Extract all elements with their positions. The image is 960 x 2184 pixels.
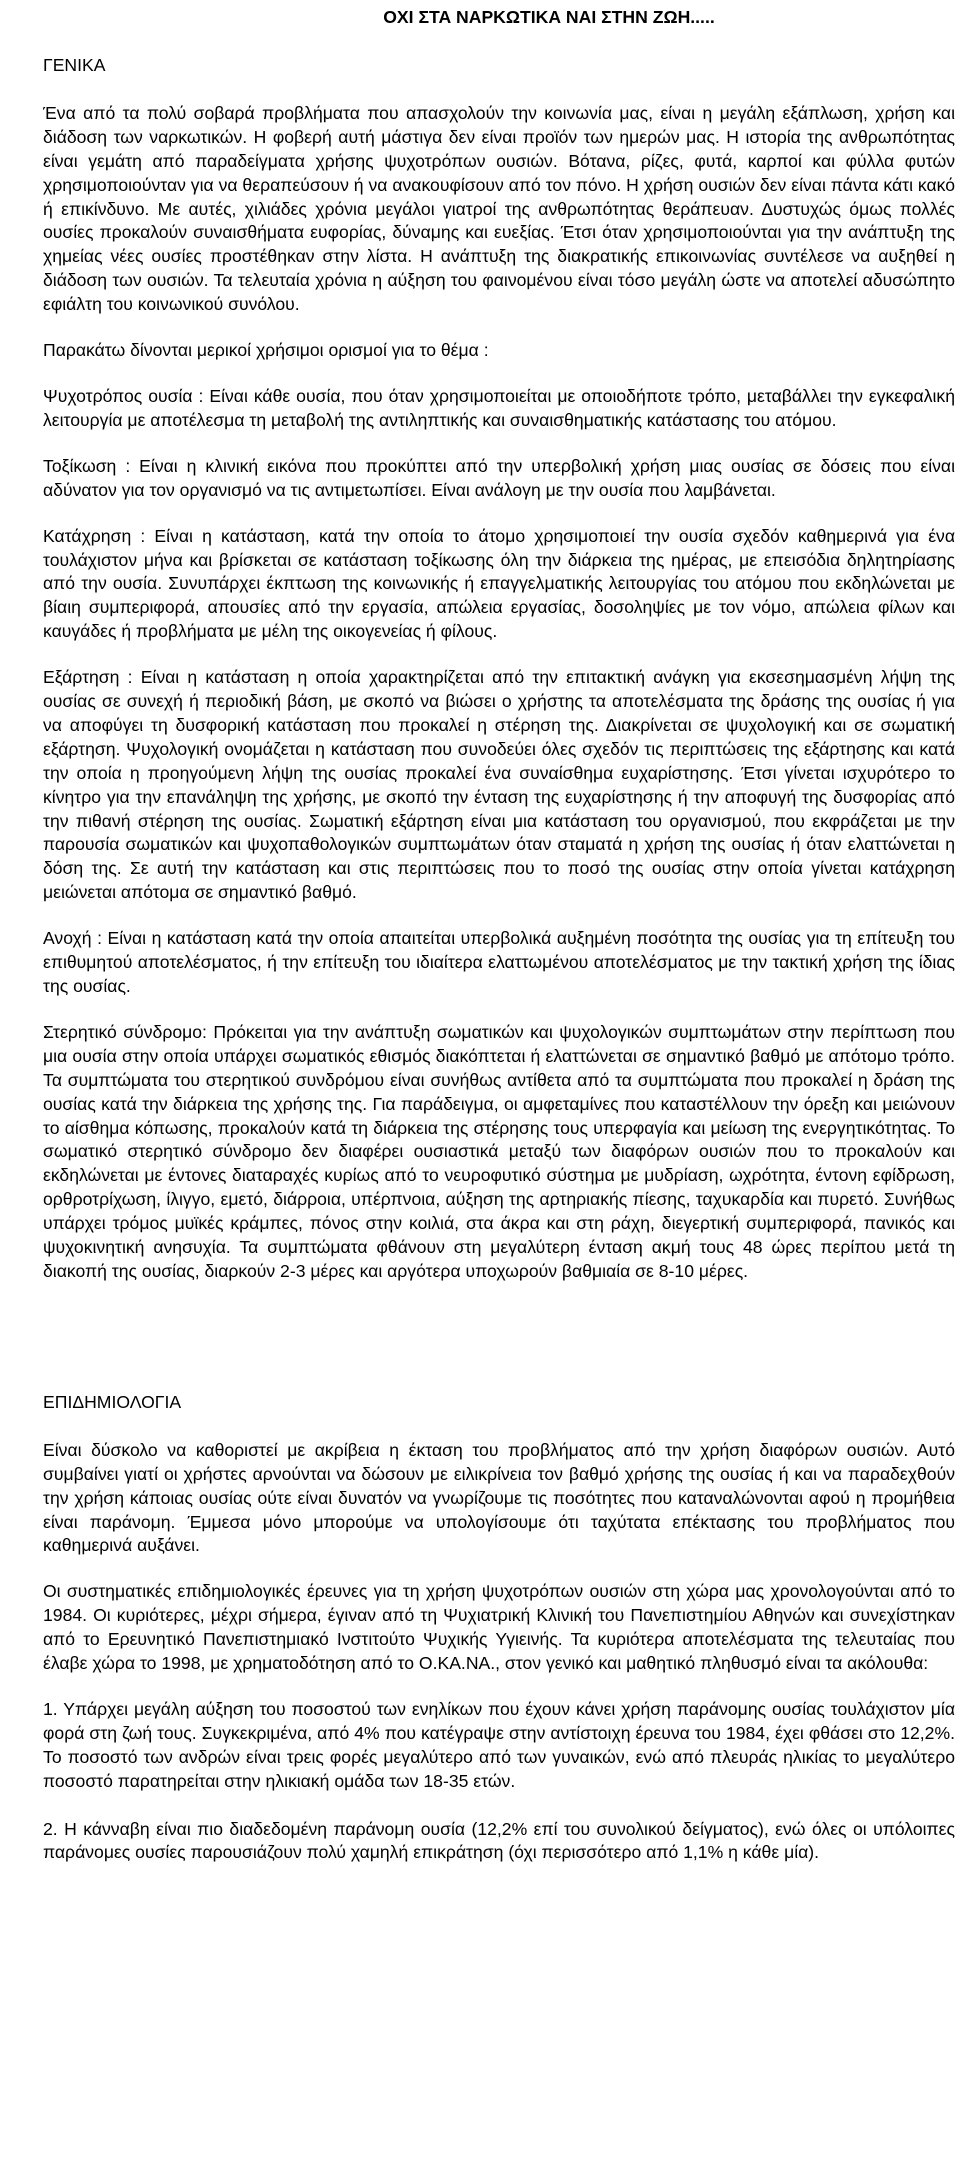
document-title: ΟΧΙ ΣΤΑ ΝΑΡΚΩΤΙΚΑ ΝΑΙ ΣΤΗΝ ΖΩΗ..... [383, 7, 715, 27]
document-page [43, 6, 955, 1865]
definition-dependence: Εξάρτηση : Είναι η κατάσταση η οποία χαρακτηρίζεται από την επιτακτική ανάγκη για εκσεσημασμένη λήψη της ουσίας σε συνεχή ή περιοδική βάση, με σκοπό να βιώσει ο χρήστης τα αποτελέσματα της δράσης της ουσίας ή για να αποφύγει τη δυσφορική κατάσταση που προκαλεί η στέρηση της. Διακρίνεται σε ψυχολογική και σε σωματική εξάρτηση. Ψυχολογική ονομάζεται η κατάσταση που συνοδεύει όλες σχεδόν τις περιπτώσεις της εξάρτησης και κατά την οποία η προηγούμενη λήψη της ουσίας προκαλεί ένα συναίσθημα ευχαρίστησης. Έτσι γίνεται ισχυρότερο το κίνητρο για την επανάληψη της χρήσης, με σκοπό την ένταση της ευχαρίστησης ή την αποφυγή της δυσφορίας από την πιθανή στέρηση της ουσίας. Σωματική εξάρτηση είναι μια κατάσταση του οργανισμού, που εκφράζεται με την παρουσία σωματικών και ψυχοπαθολογικών συμπτωμάτων όταν σταματά η χρήση της ουσίας ή όταν ελαττώνεται η δόση της. Σε αυτή την κατάσταση και στις περιπτώσεις που το ποσό της ουσίας στην οποία γίνεται κατάχρηση μειώνεται απότομα σε σημαντικό βαθμό. [43, 667, 955, 903]
definition-tolerance: Ανοχή : Είναι η κατάσταση κατά την οποία απαιτείται υπερβολικά αυξημένη ποσότητα της ουσίας για τη επίτευξη του επιθυμητού αποτελέσματος, ή την επίτευξη του ιδιαίτερα ελαττωμένου αποτελέσματος με την τακτική χρήση της ίδιας της ουσίας. [43, 928, 955, 996]
epidemiology-paragraph-1: Είναι δύσκολο να καθοριστεί με ακρίβεια η έκταση του προβλήματος από την χρήση διαφόρων ουσιών. Αυτό συμβαίνει γιατί οι χρήστες αρνούνται να δώσουν με ειλικρίνεια τον βαθμό χρήσης της ουσίας ή και να παραδεχθούν την χρήση κάποιας ουσίας ούτε είναι δυνατόν να γνωρίζουμε τις ποσότητες που καταναλώνονται αφού η προμήθεια είναι παράνομη. Έμμεσα μόνο μπορούμε να υπολογίσουμε ότι ταχύτατα επέκτασης του προβλήματος που καθημερινά αυξάνει. [43, 1439, 955, 1556]
epidemiology-item-2: 2. Η κάνναβη είναι πιο διαδεδομένη παράνομη ουσία (12,2% επί του συνολικού δείγματος), ενώ όλες οι υπόλοιπες παράνομες ουσίες παρουσιάζουν πολύ χαμηλή επικράτηση (όχι περισσότερο από 1,1% η κάθε μία). [43, 1818, 955, 1863]
definition-psychotropic: Ψυχοτρόπος ουσία : Είναι κάθε ουσία, που όταν χρησιμοποιείται με οποιοδήποτε τρόπο, μεταβάλλει την εγκεφαλική λειτουργία με αποτέλεσμα τη μεταβολή της αντιληπτικής και συναισθηματικής κατάστασης του ατόμου. [43, 385, 955, 430]
definition-abuse: Κατάχρηση : Είναι η κατάσταση, κατά την οποία το άτομο χρησιμοποιεί την ουσία σχεδόν καθημερινά για ένα τουλάχιστον μήνα και βρίσκεται σε κατάσταση τοξίκωσης όλη την διάρκεια της ημέρας, με επεισόδια δηλητηρίασης από την ουσία. Συνυπάρχει έκπτωση της κοινωνικής ή επαγγελματικής λειτουργίας του ατόμου που εκδηλώνεται με βίαιη συμπεριφορά, απουσίες από την εργασία, απώλεια εργασίας, δοσοληψίες με τον νόμο, απώλεια φίλων και καυγάδες ή προβλήματα με μέλη της οικογενείας ή φίλους. [43, 525, 955, 642]
definitions-intro: Παρακάτω δίνονται μερικοί χρήσιμοι ορισμοί για το θέμα : [43, 340, 489, 361]
definition-withdrawal: Στερητικό σύνδρομο: Πρόκειται για την ανάπτυξη σωματικών και ψυχολογικών συμπτωμάτων στην περίπτωση που μια ουσία στην οποία υπάρχει σωματικός εθισμός διακόπτεται ή ελαττώνεται σε σημαντικό βαθμό με απότομο τρόπο. Τα συμπτώματα του στερητικού συνδρόμου είναι συνήθως αντίθετα από τα συμπτώματα που προκαλεί η δράση της ουσίας κατά την διάρκεια της χρήσης της. Για παράδειγμα, οι αμφεταμίνες που καταστέλλουν την όρεξη και μειώνουν το αίσθημα κόπωσης, προκαλούν κατά τη διάρκεια της στέρησης τους υπερφαγία και μείωση της ενεργητικότητας. Το σωματικό στερητικό σύνδρομο δεν διαφέρει ουσιαστικά μεταξύ των διαφόρων ουσιών που το προκαλούν και εκδηλώνεται με έντονες διαταραχές κυρίως από το νευροφυτικό σύστημα με μυδρίαση, ωχρότητα, έντονη εφίδρωση, ορθροτρίχωση, ίλιγγο, εμετό, διάρροια, υπέρπνοια, αύξηση της αρτηριακής πίεσης, ταχυκαρδία και πυρετό. Συνήθως υπάρχει τρόμος μυϊκές κράμπες, πόνος στην κοιλιά, στα άκρα και στη ράχη, διεγερτική συμπεριφορά, πανικός και ψυχοκινητική ανησυχία. Τα συμπτώματα φθάνουν στη μεγαλύτερη ένταση ακμή τους 48 ώρες περίπου μετά τη διακοπή της ουσίας, διαρκούν 2-3 μέρες και αργότερα υποχωρούν βαθμιαία σε 8-10 μέρες. [43, 1021, 955, 1281]
definition-toxicity: Τοξίκωση : Είναι η κλινική εικόνα που προκύπτει από την υπερβολική χρήση μιας ουσίας σε δόσεις που είναι αδύνατον για τον οργανισμό να τις αντιμετωπίσει. Είναι ανάλογη με την ουσία που λαμβάνεται. [43, 455, 955, 500]
epidemiology-item-1: 1. Υπάρχει μεγάλη αύξηση του ποσοστού των ενηλίκων που έχουν κάνει χρήση παράνομης ουσίας τουλάχιστον μία φορά στη ζωή τους. Συγκεκριμένα, από 4% που κατέγραψε στην αντίστοιχη έρευνα του 1984, έχει φθάσει στο 12,2%. Το ποσοστό των ανδρών είναι τρεις φορές μεγαλύτερο από των γυναικών, ενώ από πλευράς ηλικίας το μεγαλύτερο ποσοστό παρατηρείται στην ηλικιακή ομάδα των 18-35 ετών. [43, 1698, 955, 1791]
intro-paragraph: Ένα από τα πολύ σοβαρά προβλήματα που απασχολούν την κοινωνία μας, είναι η μεγάλη εξάπλωση, χρήση και διάδοση των ναρκωτικών. Η φοβερή αυτή μάστιγα δεν είναι προϊόν των ημερών μας. Η ιστορία της ανθρωπότητας είναι γεμάτη από παραδείγματα χρήσης ψυχοτρόπων ουσιών. Βότανα, ρίζες, φυτά, καρποί και φύλλα φυτών χρησιμοποιούνταν για να θεραπεύσουν ή να ανακουφίσουν από τον πόνο. Η χρήση ουσιών δεν είναι πάντα κάτι κακό ή επικίνδυνο. Με αυτές, χιλιάδες χρόνια μεγάλοι γιατροί της ανθρωπότητας θεράπευαν. Δυστυχώς όμως πολλές ουσίες προκαλούν συναισθήματα ευφορίας, δύναμης και ευεξίας. Έτσι όταν χρησιμοποιούνται για την ανάπτυξη της χημείας νέες ουσίες προστέθηκαν στην λίστα. Η ανάπτυξη της διακρατικής επικοινωνίας συντέλεσε να αυξηθεί η διάδοση των ουσιών. Τα τελευταία χρόνια η αύξηση του φαινομένου είναι τόσο μεγάλη ώστε να αποτελεί αδυσώπητο εφιάλτη του κοινωνικού συνόλου. [43, 102, 955, 315]
section-heading-general: ΓΕΝΙΚΑ [43, 55, 106, 75]
epidemiology-paragraph-2: Οι συστηματικές επιδημιολογικές έρευνες για τη χρήση ψυχοτρόπων ουσιών στη χώρα μας χρονολογούνται από το 1984. Οι κυριότερες, μέχρι σήμερα, έγιναν από τη Ψυχιατρική Κλινική του Πανεπιστημίου Αθηνών και συνεχίστηκαν από το Ερευνητικό Πανεπιστημιακό Ινστιτούτο Ψυχικής Υγιεινής. Τα κυριότερα αποτελέσματα της τελευταίας που έλαβε χώρα το 1998, με χρηματοδότηση από το Ο.ΚΑ.ΝΑ., στον γενικό και μαθητικό πληθυσμό είναι τα ακόλουθα: [43, 1581, 955, 1674]
section-heading-epidemiology: ΕΠΙΔΗΜΙΟΛΟΓΙΑ [43, 1391, 182, 1412]
